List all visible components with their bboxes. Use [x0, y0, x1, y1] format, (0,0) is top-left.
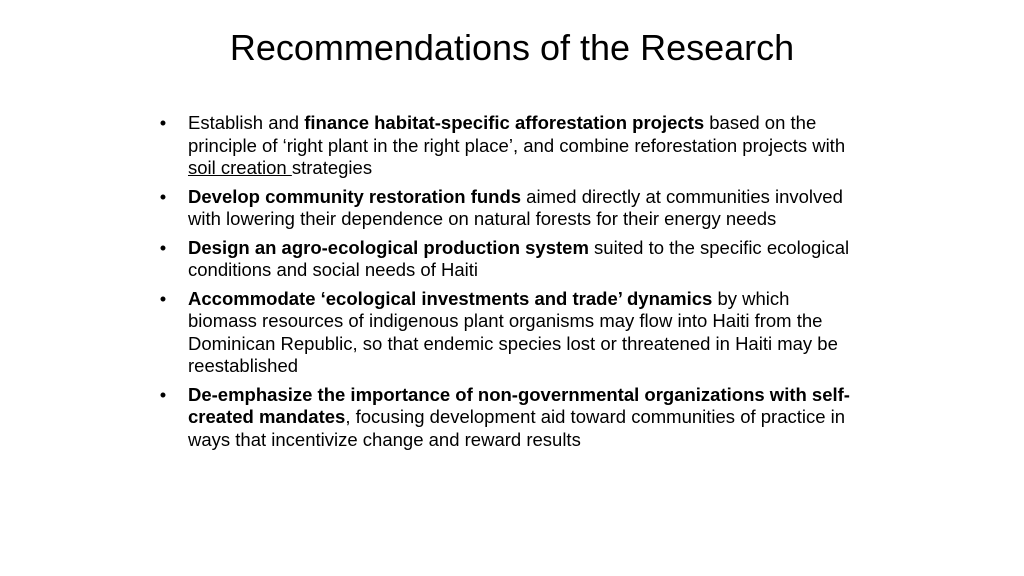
bullet-icon: • [159, 112, 167, 133]
bullet-icon: • [159, 383, 167, 405]
text-run: Establish and [188, 112, 305, 133]
text-run: strategies [291, 157, 373, 178]
recommendation-item [156, 288, 856, 378]
text-run: based on the principle of ‘right plant in the right place’, and combine reforestation projects with [188, 112, 846, 156]
text-run: suited to the specific ecological conditions and social needs of Haiti [188, 236, 850, 280]
text-run: by which biomass resources of indigenous plant organisms may flow into Haiti from the Dominican Republic, so that endemic species lost or threatened in Haiti may be reestablished [188, 287, 838, 376]
emphasis-text: Develop community restoration funds [188, 185, 522, 207]
recommendation-item [156, 186, 856, 231]
underlined-text: soil creation [188, 157, 292, 178]
bullet-icon: • [159, 287, 167, 309]
text-run: aimed directly at communities involved with lowering their dependence on natural forests for their energy needs [188, 185, 843, 229]
emphasis-text: Accommodate ‘ecological investments and trade’ dynamics [188, 287, 713, 309]
recommendation-item [156, 384, 856, 452]
emphasis-text: De-emphasize the importance of non-governmental organizations with self-created mandates [188, 383, 850, 427]
slide-title: Recommendations of the Research [229, 27, 795, 68]
bullet-icon: • [159, 185, 167, 207]
emphasis-text: Design an agro-ecological production system [188, 236, 589, 258]
text-run: , focusing development aid toward communities of practice in ways that incentivize change and reward results [188, 406, 846, 450]
emphasis-text: finance habitat-specific afforestation projects [304, 112, 705, 133]
recommendations-list [156, 112, 856, 457]
bullet-icon: • [159, 236, 167, 258]
recommendation-item [156, 237, 856, 282]
recommendation-item [156, 112, 856, 180]
